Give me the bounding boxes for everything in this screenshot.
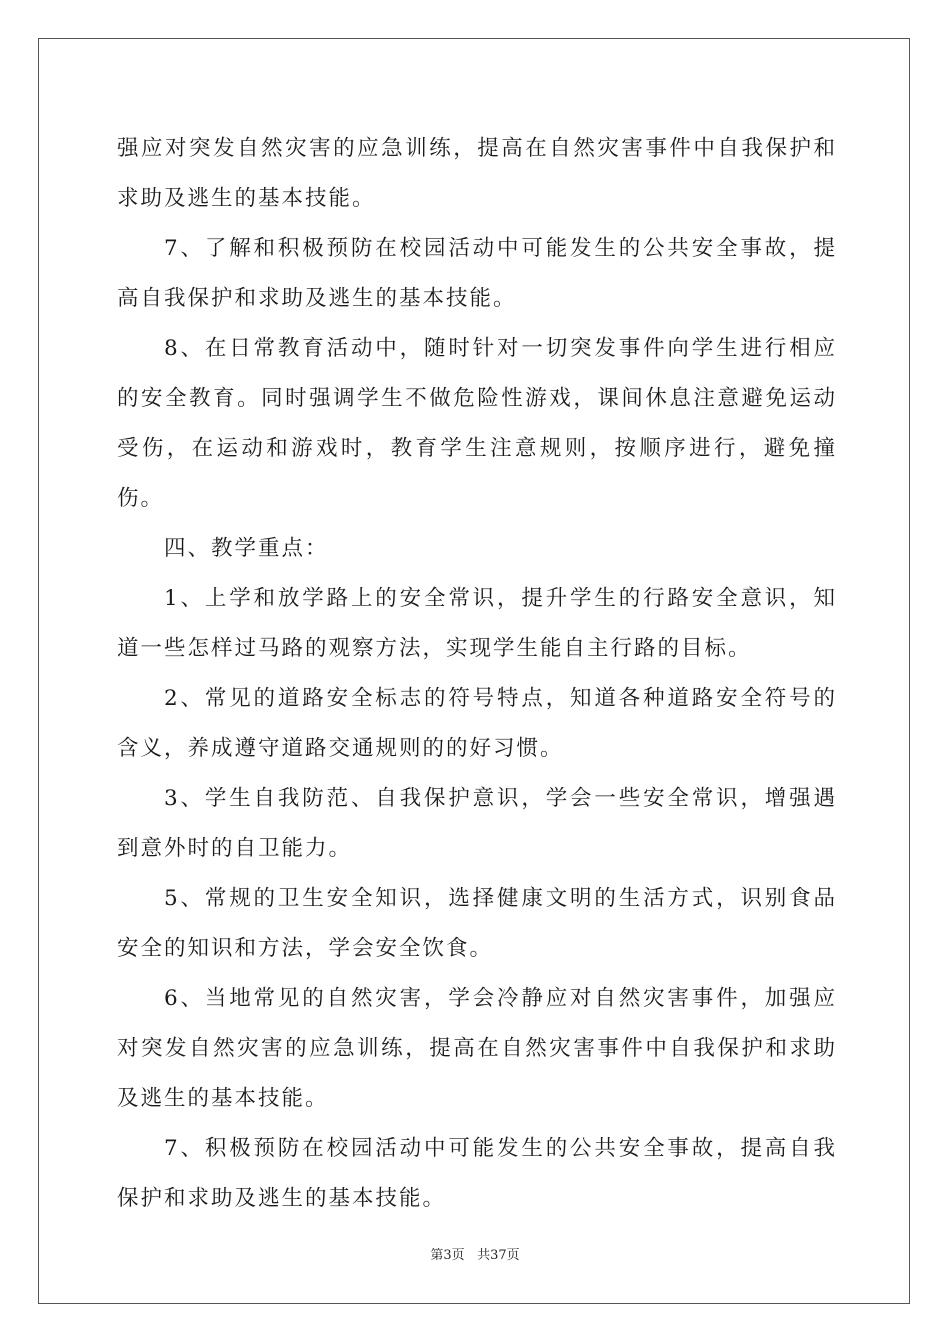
paragraph: 7、了解和积极预防在校园活动中可能发生的公共安全事故，提高自我保护和求助及逃生的基本技能。 xyxy=(117,236,837,311)
paragraph: 2、常见的道路安全标志的符号特点，知道各种道路安全符号的含义，养成遵守道路交通规则的的好习惯。 xyxy=(117,686,837,761)
page-footer xyxy=(0,1244,950,1263)
section-heading: 四、教学重点： xyxy=(164,536,329,561)
paragraph: 7、积极预防在校园活动中可能发生的公共安全事故，提高自我保护和求助及逃生的基本技能。 xyxy=(117,1136,837,1211)
page-number: 第3页 xyxy=(430,1248,465,1263)
paragraph: 1、上学和放学路上的安全常识，提升学生的行路安全意识，知道一些怎样过马路的观察方法，实现学生能自主行路的目标。 xyxy=(117,586,837,661)
paragraph: 8、在日常教育活动中，随时针对一切突发事件向学生进行相应的安全教育。同时强调学生不做危险性游戏，课间休息注意避免运动受伤，在运动和游戏时，教育学生注意规则，按顺序进行，避免撞伤。 xyxy=(117,336,837,511)
paragraph: 3、学生自我防范、自我保护意识，学会一些安全常识，增强遇到意外时的自卫能力。 xyxy=(117,786,837,861)
page-total: 共37页 xyxy=(477,1248,520,1263)
document-body xyxy=(117,124,837,1224)
paragraph: 5、常规的卫生安全知识，选择健康文明的生活方式，识别食品安全的知识和方法，学会安全饮食。 xyxy=(117,886,837,961)
paragraph: 强应对突发自然灾害的应急训练，提高在自然灾害事件中自我保护和求助及逃生的基本技能。 xyxy=(117,136,837,211)
paragraph: 6、当地常见的自然灾害，学会冷静应对自然灾害事件，加强应对突发自然灾害的应急训练，提高在自然灾害事件中自我保护和求助及逃生的基本技能。 xyxy=(117,986,837,1111)
